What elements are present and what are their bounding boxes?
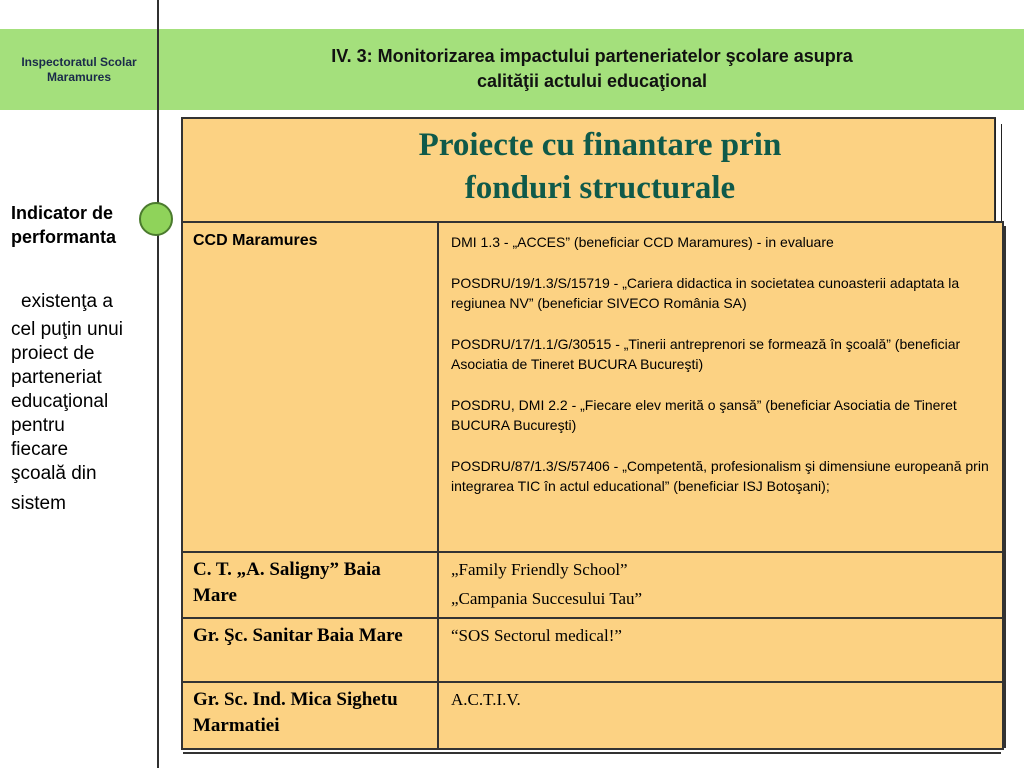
projects-cell — [438, 618, 1003, 682]
project-item: POSDRU/19/1.3/S/15719 - „Cariera didactica in societatea cunoasterii adaptata la regiunea NV” (beneficiar SIVECO România SA) — [451, 275, 960, 311]
projects-cell — [438, 552, 1003, 618]
school-cell: Gr. Sc. Ind. Mica Sighetu Marmatiei — [182, 682, 438, 749]
indicator-line: cel puţin unui — [11, 319, 123, 340]
indicator-line: pentru — [11, 415, 65, 436]
vertical-divider — [157, 0, 159, 768]
school-cell: C. T. „A. Saligny” Baia Mare — [182, 552, 438, 618]
table-row — [182, 682, 1003, 749]
indicator-heading-line-2: performanta — [11, 227, 117, 247]
indicator-line: fiecare — [11, 439, 69, 460]
indicator-line: şcoală din — [11, 463, 97, 484]
projects-table — [181, 221, 1004, 750]
project-item: POSDRU/17/1.1/G/30515 - „Tinerii antreprenori se formează în şcoală” (beneficiar Asociatia de Tineret BUCURA Bucureşti) — [451, 336, 961, 372]
projects-title — [181, 124, 1019, 210]
indicator-heading-line-1: Indicator de — [11, 203, 114, 223]
organization-label — [0, 29, 158, 110]
table-row — [182, 552, 1003, 618]
project-item: „Campania Succesului Tau” — [451, 589, 643, 608]
project-item: „Family Friendly School” — [451, 560, 628, 579]
indicator-line: sistem — [11, 493, 66, 514]
slide-title-line-1: IV. 3: Monitorizarea impactului parteneriatelor şcolare asupra — [331, 46, 853, 66]
project-item: POSDRU, DMI 2.2 - „Fiecare elev merită o şansă” (beneficiar Asociatia de Tineret BUCURA Bucureşti) — [451, 397, 957, 433]
table-shadow-bottom — [183, 752, 1001, 754]
slide-title-line-2: calităţii actului educaţional — [476, 71, 708, 91]
project-item: “SOS Sectorul medical!” — [451, 626, 622, 645]
project-item: DMI 1.3 - „ACCES” (beneficiar CCD Maramures) - in evaluare — [451, 234, 834, 250]
green-bullet-icon — [139, 202, 173, 236]
table-shadow-right — [1004, 226, 1006, 748]
slide-title — [160, 44, 1024, 94]
projects-cell — [438, 222, 1003, 552]
school-cell: CCD Maramures — [182, 222, 438, 552]
indicator-line: existenţa a — [21, 291, 113, 312]
projects-title-line-2: fonduri structurale — [464, 170, 736, 206]
projects-cell — [438, 682, 1003, 749]
projects-title-line-1: Proiecte cu finantare prin — [418, 127, 782, 163]
indicator-line: educaţional — [11, 391, 109, 412]
indicator-line: proiect de — [11, 343, 95, 364]
indicator-line: parteneriat — [11, 367, 102, 388]
table-row — [182, 618, 1003, 682]
indicator-heading — [11, 201, 151, 249]
table-row — [182, 222, 1003, 552]
project-item: A.C.T.I.V. — [451, 690, 521, 709]
organization-line-1: Inspectoratul Scolar — [21, 54, 137, 69]
indicator-description — [11, 290, 151, 516]
school-cell: Gr. Şc. Sanitar Baia Mare — [182, 618, 438, 682]
organization-line-2: Maramures — [46, 69, 112, 84]
project-item: POSDRU/87/1.3/S/57406 - „Competentă, profesionalism şi dimensiune europeană prin integrarea TIC în actul educational” (beneficiar ISJ Botoşani); — [451, 458, 989, 494]
